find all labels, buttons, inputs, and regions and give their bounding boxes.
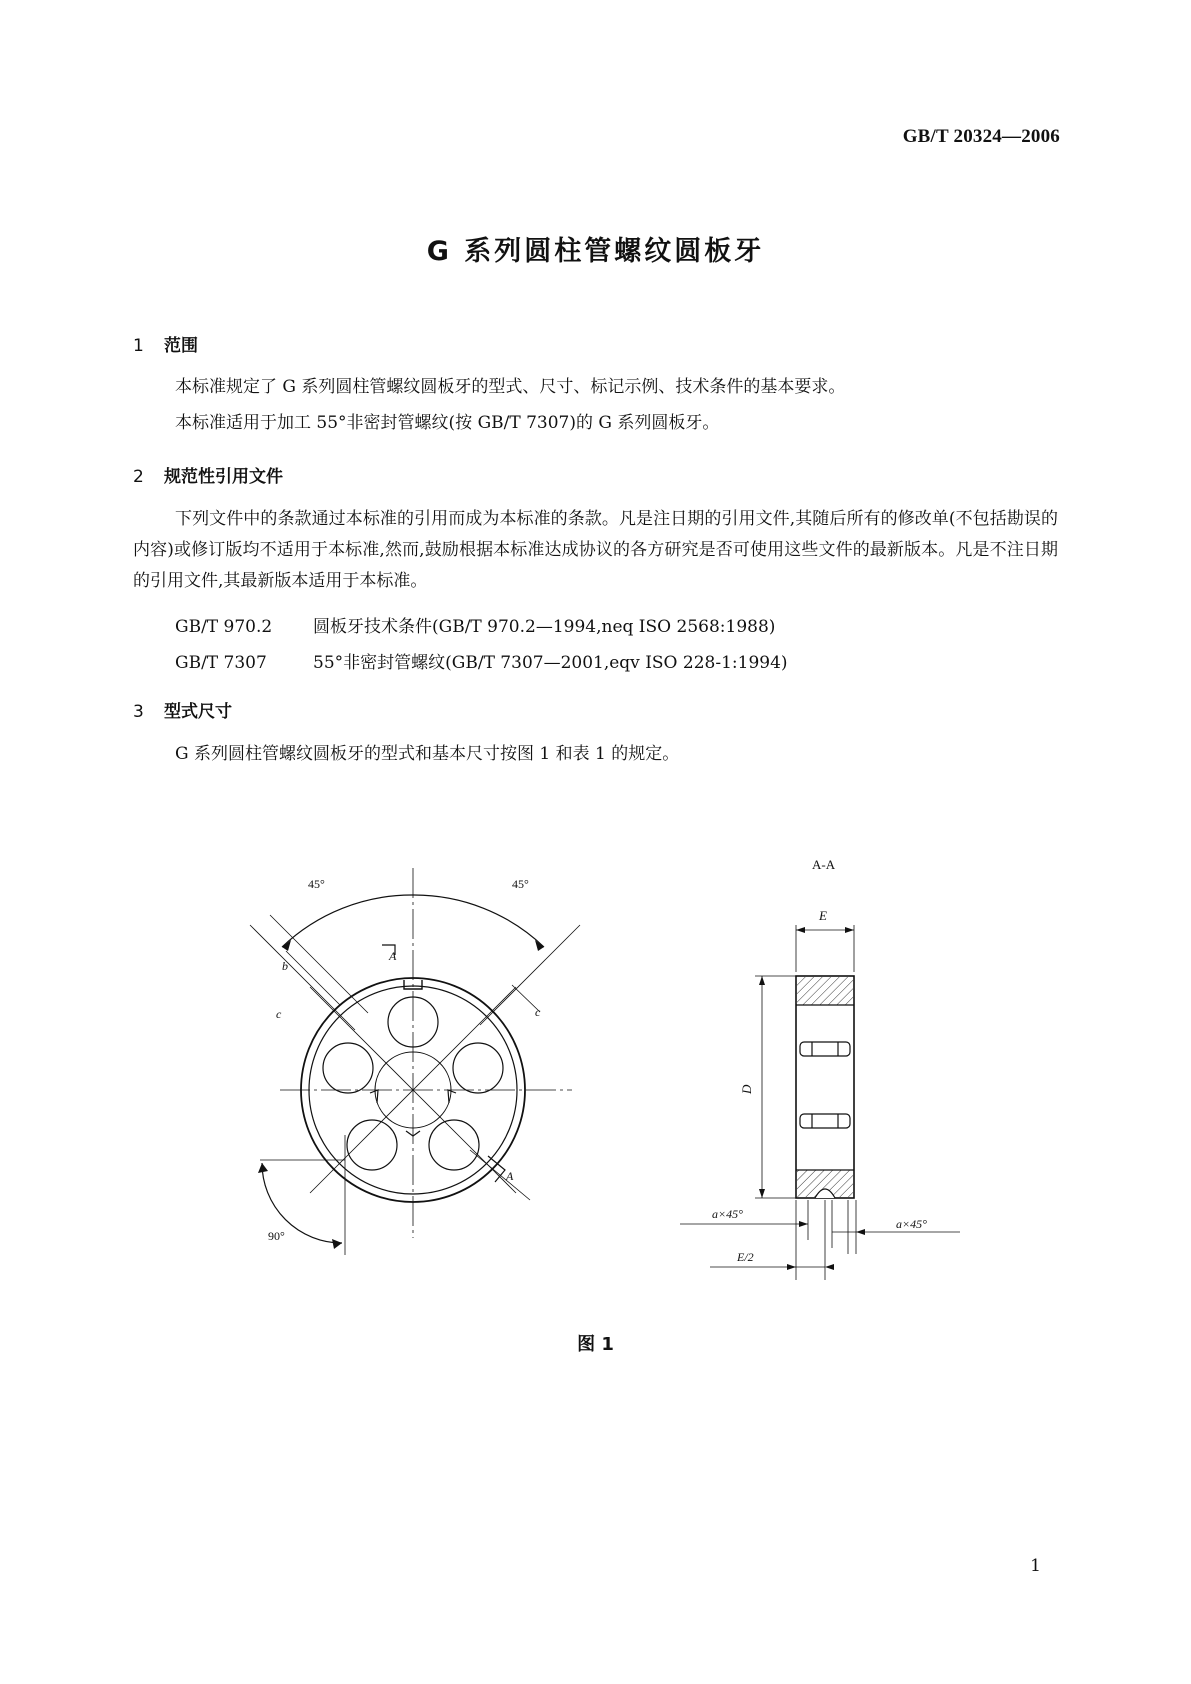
section-number: 3 xyxy=(133,702,144,722)
chip-hole xyxy=(347,1120,397,1170)
dim-label-e: E xyxy=(819,908,827,923)
section-title: 规范性引用文件 xyxy=(164,467,283,487)
angle-label-left: 45° xyxy=(308,877,325,891)
chip-hole xyxy=(323,1043,373,1093)
reference-code: GB/T 7307 xyxy=(175,653,267,673)
document-title: G 系列圆柱管螺纹圆板牙 xyxy=(426,236,765,267)
chip-hole xyxy=(453,1043,503,1093)
standard-code: GB/T 20324—2006 xyxy=(902,126,1060,147)
dim-label-c-left: c xyxy=(276,1007,282,1021)
reference-title: 55°非密封管螺纹(GB/T 7307—2001,eqv ISO 228-1:1994) xyxy=(313,653,788,673)
section-mark-label-bottom: A xyxy=(506,1169,514,1183)
reference-title: 圆板牙技术条件(GB/T 970.2—1994,neq ISO 2568:1988) xyxy=(313,617,776,637)
section-1-paragraph-2: 本标准适用于加工 55°非密封管螺纹(按 GB/T 7307)的 G 系列圆板牙。 xyxy=(175,413,720,433)
reference-code: GB/T 970.2 xyxy=(175,617,273,637)
page-number: 1 xyxy=(1030,1556,1041,1576)
section-number: 2 xyxy=(133,467,144,487)
section-view-labels xyxy=(712,857,927,1264)
dim-label-c-right: c xyxy=(535,1005,541,1019)
dim-label-b: b xyxy=(282,959,288,973)
dim-label-e-half: E/2 xyxy=(737,1250,754,1264)
chamfer-label-right: a×45° xyxy=(896,1217,927,1231)
section-3-paragraph-1: G 系列圆柱管螺纹圆板牙的型式和基本尺寸按图 1 和表 1 的规定。 xyxy=(175,744,680,764)
front-view xyxy=(250,868,580,1255)
angle-arc-right xyxy=(413,895,544,947)
chamfer-label-left: a×45° xyxy=(712,1207,743,1221)
section-2-paragraph-1: 下列文件中的条款通过本标准的引用而成为本标准的条款。凡是注日期的引用文件,其随后所有的修改单(不包括勘误的内容)或修订版均不适用于本标准,然而,鼓励根据本标准达成协议的各方研究是否可使用这些文件的最新版本。凡是不注日期的引用文件,其最新版本适用于本标准。 xyxy=(133,509,1058,591)
figure-caption: 图 1 xyxy=(577,1334,614,1355)
section-body-outline xyxy=(796,976,854,1198)
section-title-label: A-A xyxy=(812,857,836,872)
angle-label-right: 45° xyxy=(512,877,529,891)
section-mark-label-top: A xyxy=(389,949,397,963)
hatched-region-top xyxy=(797,977,853,1005)
radial-slot xyxy=(370,1090,378,1103)
section-number: 1 xyxy=(133,336,144,356)
front-view-labels xyxy=(268,877,541,1243)
section-title: 型式尺寸 xyxy=(164,702,232,722)
radial-slot xyxy=(448,1090,456,1103)
chip-hole xyxy=(429,1120,479,1170)
angle-arc-left xyxy=(282,895,413,947)
section-1-paragraph-1: 本标准规定了 G 系列圆柱管螺纹圆板牙的型式、尺寸、标记示例、技术条件的基本要求。 xyxy=(175,377,846,397)
section-title: 范围 xyxy=(164,336,198,356)
dim-label-d: D xyxy=(739,1084,754,1094)
angle-label-bottom: 90° xyxy=(268,1229,285,1243)
